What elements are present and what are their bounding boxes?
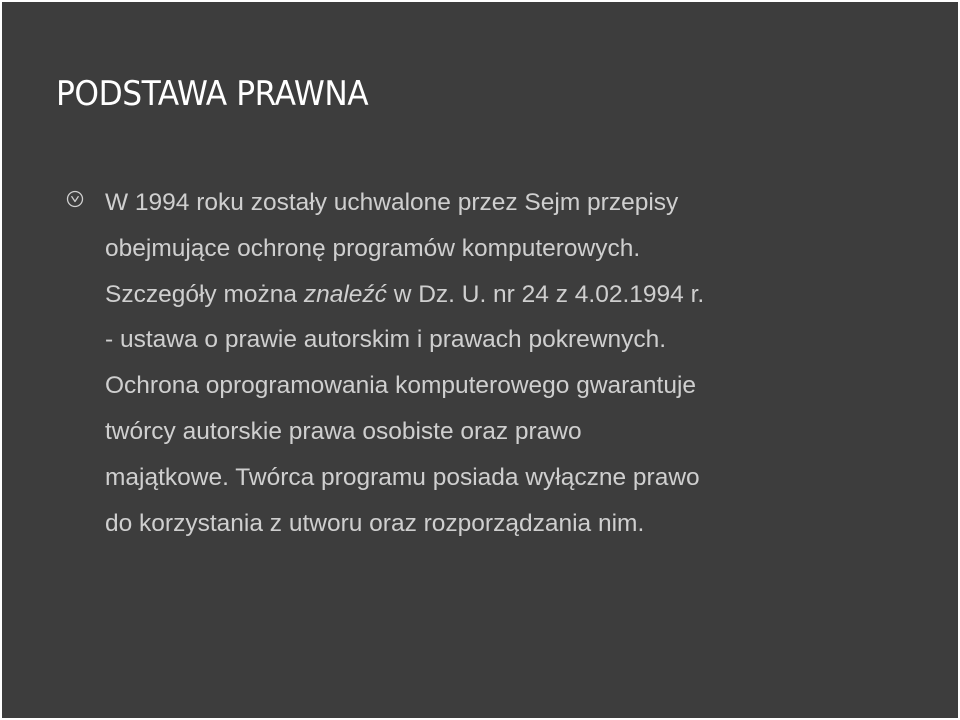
slide-title: PODSTAWA PRAWNA bbox=[56, 74, 369, 114]
text-line-3-start: Szczegóły można bbox=[105, 280, 304, 308]
text-line-3-end: w Dz. U. nr 24 z 4.02.1994 r. bbox=[386, 280, 705, 308]
text-line-1: W 1994 roku zostały uchwalone przez Sejm przepisy bbox=[105, 189, 679, 216]
text-line-3 bbox=[105, 272, 905, 318]
text-line-5: Ochrona oprogramowania komputerowego gwarantuje bbox=[105, 372, 697, 400]
text-line-8: do korzystania z utworu oraz rozporządzania nim. bbox=[105, 509, 645, 537]
radio-bullet-icon bbox=[66, 190, 84, 208]
text-line-4: - ustawa o prawie autorskim i prawach pokrewnych. bbox=[105, 326, 667, 354]
text-line-7: majątkowe. Twórca programu posiada wyłączne prawo bbox=[105, 463, 700, 491]
bullet-paragraph bbox=[105, 180, 905, 546]
text-line-6: twórcy autorskie prawa osobiste oraz prawo bbox=[105, 417, 582, 445]
slide bbox=[2, 2, 958, 718]
italic-word: znaleźć bbox=[303, 280, 387, 308]
text-line-2: obejmujące ochronę programów komputerowych. bbox=[105, 234, 641, 262]
